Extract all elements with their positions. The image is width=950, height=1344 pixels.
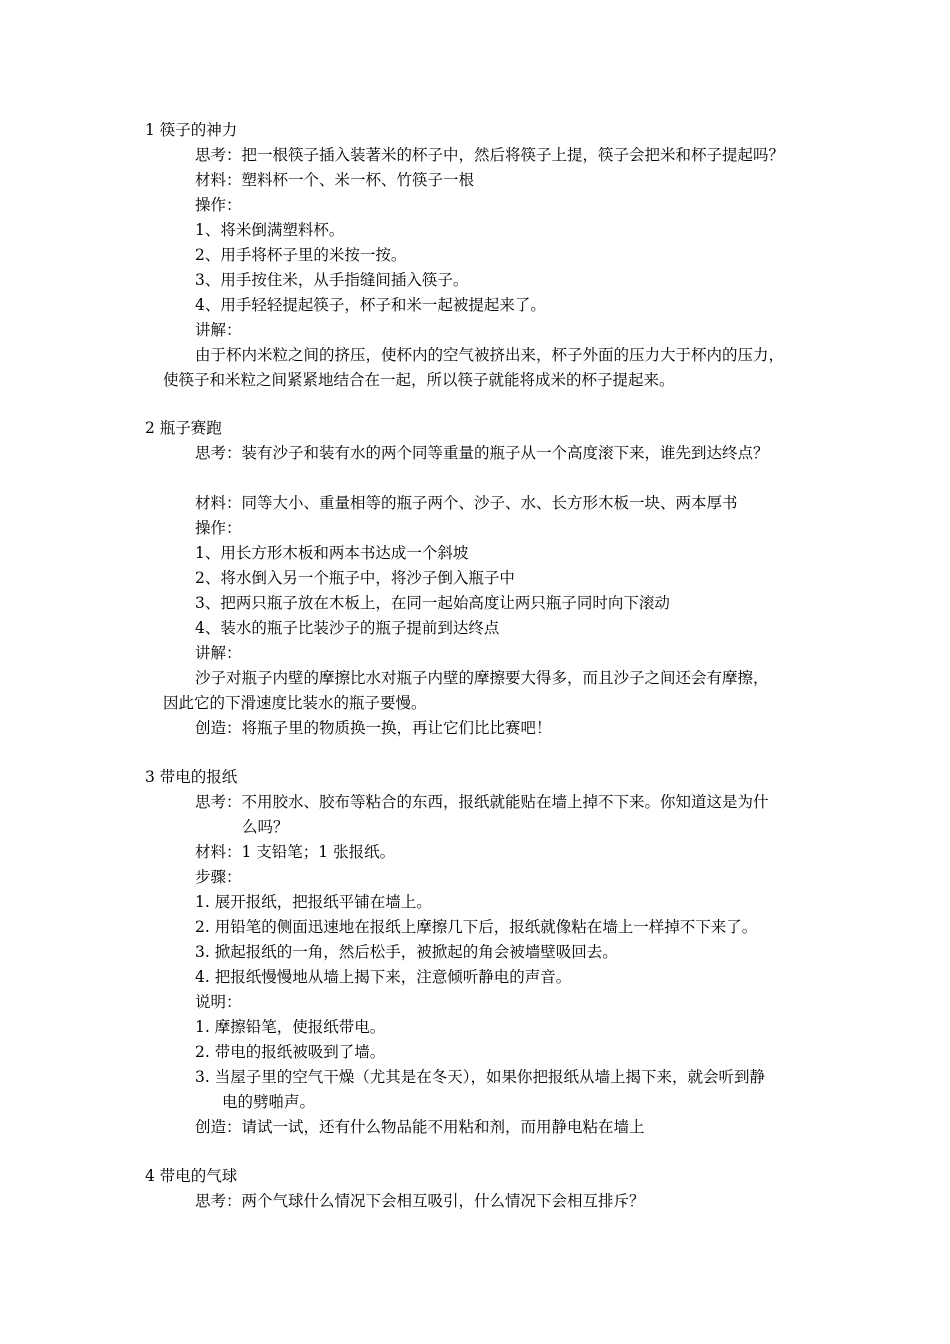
section-2-step: 4、装水的瓶子比装沙子的瓶子提前到达终点: [195, 619, 500, 637]
section-3-create: 创造：请试一试，还有什么物品能不用粘和剂，而用静电粘在墙上: [195, 1118, 645, 1136]
section-3-note-cont: 电的劈啪声。: [222, 1093, 316, 1111]
section-2-create: 创造：将瓶子里的物质换一换，再让它们比比赛吧！: [195, 719, 552, 737]
section-2-explain-label: 讲解：: [195, 644, 242, 662]
section-3-step: 2. 用铅笔的侧面迅速地在报纸上摩擦几下后，报纸就像粘在墙上一样掉不下来了。: [195, 918, 758, 936]
section-3-step: 1. 展开报纸，把报纸平铺在墙上。: [195, 893, 432, 911]
section-1-materials: 材料：塑料杯一个、米一杯、竹筷子一根: [195, 171, 475, 189]
section-3-note: 1. 摩擦铅笔，使报纸带电。: [195, 1018, 386, 1036]
section-3-step: 4. 把报纸慢慢地从墙上揭下来，注意倾听静电的声音。: [195, 968, 572, 986]
section-2-explain-line: 沙子对瓶子内壁的摩擦比水对瓶子内壁的摩擦要大得多，而且沙子之间还会有摩擦，: [195, 669, 769, 687]
section-3-think-cont: 么吗？: [242, 818, 289, 836]
section-1-explain-line: 使筷子和米粒之间紧紧地结合在一起，所以筷子就能将成米的杯子提起来。: [163, 371, 675, 389]
section-1-think: 思考：把一根筷子插入装著米的杯子中，然后将筷子上提，筷子会把米和杯子提起吗？: [195, 146, 785, 164]
section-3-note: 3. 当屋子里的空气干燥（尤其是在冬天），如果你把报纸从墙上揭下来，就会听到静: [195, 1068, 765, 1086]
section-3-step: 3. 掀起报纸的一角，然后松手，被掀起的角会被墙壁吸回去。: [195, 943, 618, 961]
section-1-explain-label: 讲解：: [195, 321, 242, 339]
section-1-step: 1、将米倒满塑料杯。: [195, 221, 345, 239]
section-1-step: 3、用手按住米，从手指缝间插入筷子。: [195, 271, 469, 289]
section-3-explain-label: 说明：: [195, 993, 242, 1011]
section-4-heading: 4 带电的气球: [145, 1167, 238, 1185]
section-3-note: 2. 带电的报纸被吸到了墙。: [195, 1043, 386, 1061]
section-2-step: 1、用长方形木板和两本书达成一个斜坡: [195, 544, 469, 562]
section-3-heading: 3 带电的报纸: [145, 768, 238, 786]
section-3-think: 思考：不用胶水、胶布等粘合的东西，报纸就能贴在墙上掉不下来。你知道这是为什: [195, 793, 769, 811]
section-4-think: 思考：两个气球什么情况下会相互吸引，什么情况下会相互排斥？: [195, 1192, 645, 1210]
section-1-heading: 1 筷子的神力: [145, 121, 238, 139]
section-1-explain-line: 由于杯内米粒之间的挤压，使杯内的空气被挤出来，杯子外面的压力大于杯内的压力，: [195, 346, 785, 364]
section-2-explain-line: 因此它的下滑速度比装水的瓶子要慢。: [163, 694, 427, 712]
section-2-ops-label: 操作：: [195, 519, 242, 537]
section-2-materials: 材料：同等大小、重量相等的瓶子两个、沙子、水、长方形木板一块、两本厚书: [195, 494, 738, 512]
section-2-step: 3、把两只瓶子放在木板上，在同一起始高度让两只瓶子同时向下滚动: [195, 594, 670, 612]
section-1-step: 4、用手轻轻提起筷子，杯子和米一起被提起来了。: [195, 296, 546, 314]
section-3-ops-label: 步骤：: [195, 868, 242, 886]
section-2-step: 2、将水倒入另一个瓶子中，将沙子倒入瓶子中: [195, 569, 515, 587]
section-1-ops-label: 操作：: [195, 196, 242, 214]
section-2-heading: 2 瓶子赛跑: [145, 419, 222, 437]
section-3-materials: 材料：1 支铅笔；1 张报纸。: [195, 843, 396, 861]
section-1-step: 2、用手将杯子里的米按一按。: [195, 246, 407, 264]
section-2-think: 思考：装有沙子和装有水的两个同等重量的瓶子从一个高度滚下来，谁先到达终点？: [195, 444, 769, 462]
